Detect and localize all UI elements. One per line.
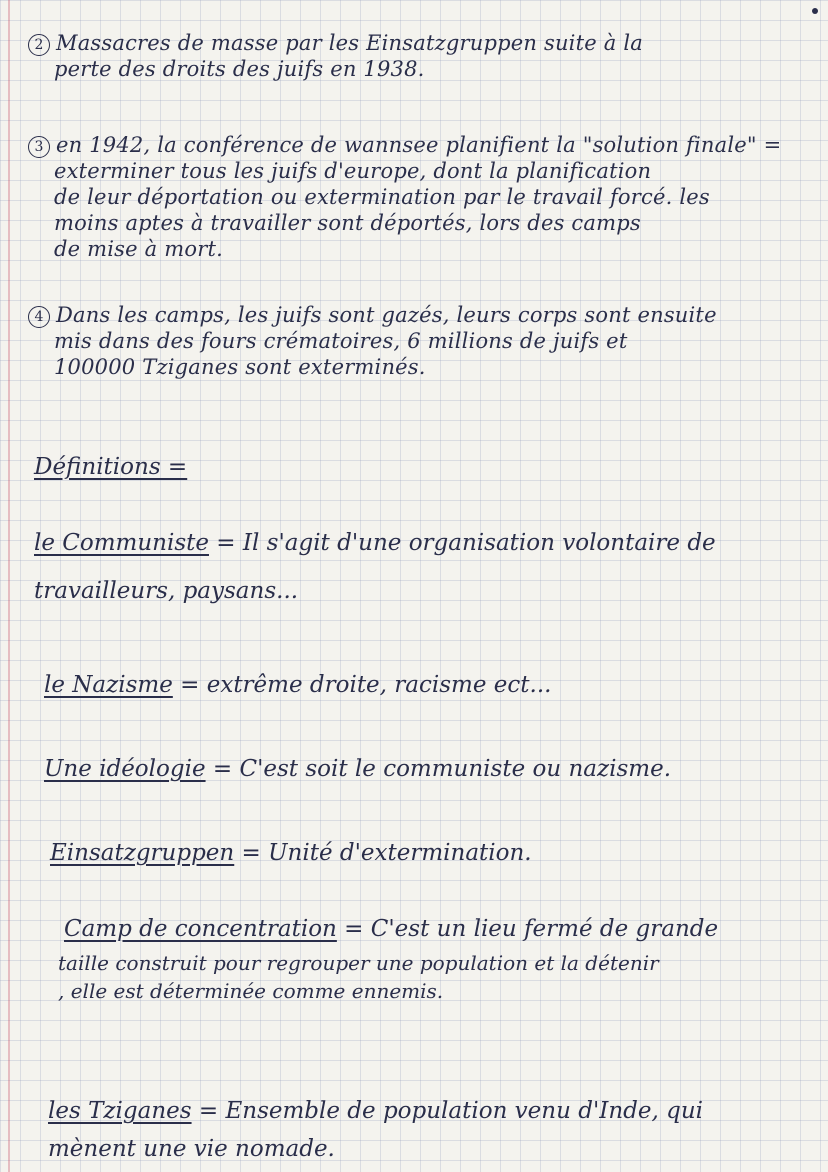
definition-term: les Tziganes <box>48 1098 192 1124</box>
item-number: 4 <box>28 306 50 328</box>
item-line: en 1942, la conférence de wannsee planifient la "solution finale" = <box>56 133 782 157</box>
definition-term: le Communiste <box>34 530 209 556</box>
history-item-3 <box>28 132 781 262</box>
item-line: 100000 Tziganes sont exterminés. <box>54 355 426 379</box>
definition-ideologie <box>44 752 671 786</box>
definition-separator: = <box>172 672 207 698</box>
definition-tziganes <box>48 1094 703 1166</box>
definition-continuation: travailleurs, paysans... <box>34 578 299 604</box>
definition-text: extrême droite, racisme ect... <box>206 672 552 698</box>
item-line: perte des droits des juifs en 1938. <box>54 57 425 81</box>
definition-term: Einsatzgruppen <box>50 840 235 866</box>
margin-line <box>8 0 10 1172</box>
definition-text: Unité d'extermination. <box>268 840 532 866</box>
definition-continuation: mènent une vie nomade. <box>48 1136 335 1162</box>
item-line: de leur déportation ou extermination par le travail forcé. les <box>54 185 710 209</box>
item-line: Massacres de masse par les Einsatzgruppen suite à la <box>56 31 643 55</box>
item-line: moins aptes à travailler sont déportés, lors des camps <box>54 211 641 235</box>
definition-text: C'est un lieu fermé de grande <box>370 916 719 942</box>
definition-term: Une idéologie <box>44 756 206 782</box>
definition-separator: = <box>208 530 243 556</box>
item-line: mis dans des fours crématoires, 6 millions de juifs et <box>54 329 628 353</box>
item-line: Dans les camps, les juifs sont gazés, leurs corps sont ensuite <box>56 303 717 327</box>
definition-continuation: , elle est déterminée comme ennemis. <box>58 979 444 1003</box>
ink-dot <box>812 8 818 14</box>
item-line: exterminer tous les juifs d'europe, dont la planification <box>54 159 652 183</box>
definition-text: Il s'agit d'une organisation volontaire de <box>242 530 716 556</box>
history-item-4 <box>28 302 717 380</box>
definitions-heading <box>34 450 187 484</box>
definitions-title: Définitions = <box>34 454 188 480</box>
definition-text: C'est soit le communiste ou nazisme. <box>239 756 671 782</box>
definition-separator: = <box>234 840 269 866</box>
definition-communiste <box>34 526 716 608</box>
definition-text: Ensemble de population venu d'Inde, qui <box>225 1098 704 1124</box>
definition-separator: = <box>336 916 371 942</box>
item-number: 2 <box>28 34 50 56</box>
history-item-2 <box>28 30 643 82</box>
item-number: 3 <box>28 136 50 158</box>
item-line: de mise à mort. <box>54 237 223 261</box>
definition-term: le Nazisme <box>44 672 173 698</box>
definition-nazisme <box>44 668 551 702</box>
definition-term: Camp de concentration <box>64 916 337 942</box>
definition-separator: = <box>205 756 240 782</box>
definition-camp-de-concentration <box>58 912 719 1008</box>
definition-separator: = <box>191 1098 226 1124</box>
definition-continuation: taille construit pour regrouper une population et la détenir <box>58 951 659 975</box>
definition-einsatzgruppen <box>50 836 532 870</box>
